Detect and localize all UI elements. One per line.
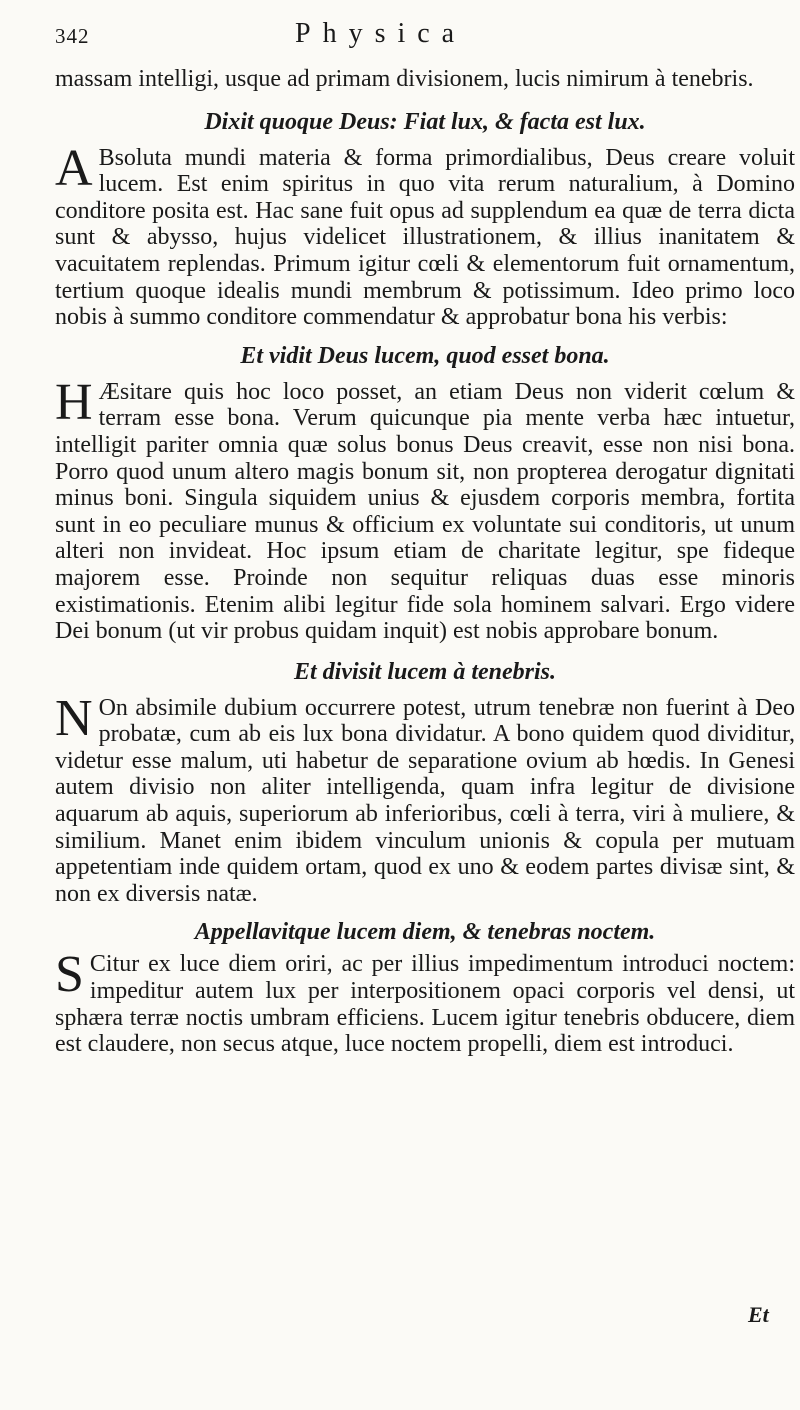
paragraph-creation-of-light bbox=[55, 139, 795, 331]
running-head: Physica bbox=[295, 18, 467, 49]
page-header bbox=[55, 14, 755, 54]
page-number: 342 bbox=[55, 24, 90, 48]
drop-cap: H bbox=[55, 373, 93, 431]
paragraph-text: Æsitare quis hoc loco posset, an etiam Deus non viderit cœlum & terram esse bona. Verum quicunque pia mente verba hæc intuetur, intelligit pariter omnia quæ solus bonus Deus creavit, esse non nisi bona. Porro quod unum altero magis bonum sit, non propterea derogatur dignitati minus boni. Singula siquidem unius & ejusdem corporis membra, fortita sunt in eo peculiare munus & officium ex voluntate sui conditoris, ut unum alteri non invideat. Hoc ipsum etiam de charitate legitur, spe fideque majorem esse. Proinde non sequitur reliquas duas esse minoris existimationis. Etenim alibi legitur fide sola hominem salvari. Ergo videre Dei bonum (ut vir probus quidam inquit) est nobis approbare bonum. bbox=[55, 378, 795, 645]
verse-heading-appellavit: Appellavitque lucem diem, & tenebras noctem. bbox=[194, 919, 656, 946]
drop-cap: N bbox=[55, 689, 93, 747]
verse-heading-vidit-deus: Et vidit Deus lucem, quod esset bona. bbox=[240, 342, 610, 369]
paragraph-division bbox=[55, 689, 795, 908]
paragraph-text: Bsoluta mundi materia & forma primordialibus, Deus creare voluit lucem. Est enim spiritus in quo vita rerum naturalium, à Domino conditore posita est. Hac sane fuit opus ad supplendum ea quæ de terra dicta sunt & abysso, hujus videlicet illustrationem, & illius inanitatem & vacuitatem replendas. Primum igitur cœli & elementorum fuit ornamentum, tertium quoque idealis mundi membrum & potissimum. Ideo primo loco nobis à summo conditore commendatur & approbatur bona his verbis: bbox=[55, 144, 795, 331]
paragraph-text: Citur ex luce diem oriri, ac per illius impedimentum introduci noctem: impeditur autem lux per interpositionem opaci corporis vel densi, ut sphæra terræ noctis umbram efficiens. Lucem igitur tenebris obducere, diem est claudere, non secus atque, luce noctem propelli, diem est introduci. bbox=[55, 951, 795, 1058]
intro-paragraph: massam intelligi, usque ad primam divisionem, lucis nimirum à tenebris. bbox=[55, 66, 754, 92]
paragraph-text: On absimile dubium occurrere potest, utrum tenebræ non fuerint à Deo probatæ, cum ab eis lux bona dividatur. A bono quidem quod dividitur, videtur esse malum, uti habetur de separatione ovium ab hœdis. In Genesi autem divisio non aliter intelligenda, quam infra legitur de divisione aquarum ab aquis, superiorum ab inferioribus, cœli à terra, viri à muliere, & similium. Manet enim ibidem vinculum unionis & copula per mutuam appetentiam inde quidem ortam, quod ex uno & eodem partes divisæ sint, & non ex diversis natæ. bbox=[55, 694, 795, 907]
text-block bbox=[55, 66, 795, 1058]
verse-heading-fiat-lux: Dixit quoque Deus: Fiat lux, & facta est lux. bbox=[204, 108, 646, 135]
verse-heading-divisit: Et divisit lucem à tenebris. bbox=[294, 658, 556, 685]
drop-cap: A bbox=[55, 139, 93, 197]
catchword: Et bbox=[748, 1302, 769, 1327]
drop-cap: S bbox=[55, 946, 84, 1004]
paragraph-day-night bbox=[55, 946, 795, 1058]
paragraph-goodness bbox=[55, 373, 795, 645]
